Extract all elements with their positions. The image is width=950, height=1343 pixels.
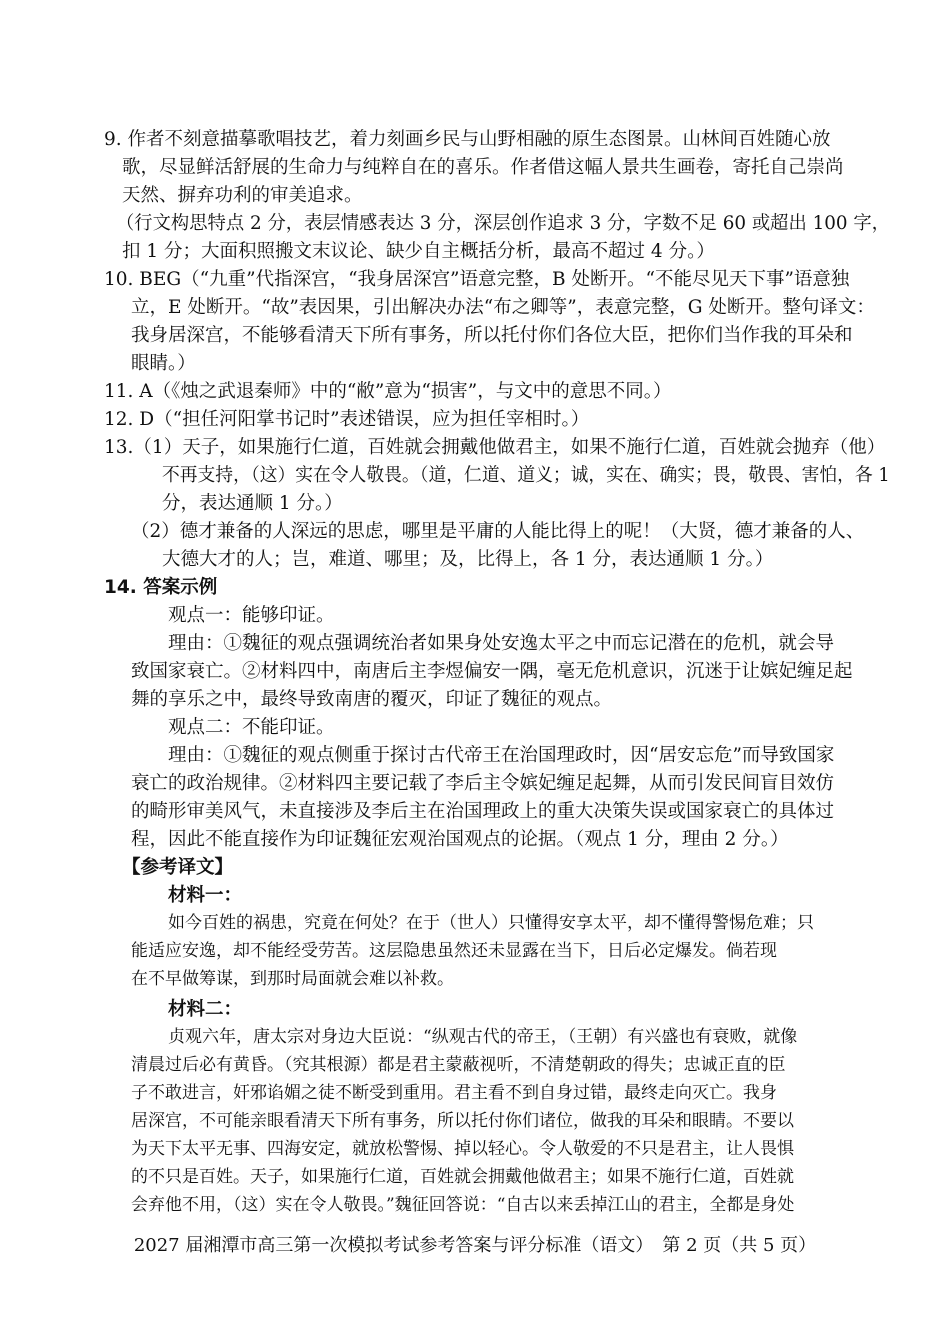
q14-view1: 观点一：能够印证。 [168,605,335,626]
q10-line-1: 10. BEG（“九重”代指深宫，“我身居深宫”语意完整，B 处断开。“不能尽见天下事”语意独 [104,269,850,290]
q12-answer: 12. D（“担任河阳掌书记时”表述错误，应为担任宰相时。） [104,409,590,430]
q10-line-3: 我身居深宫，不能够看清天下所有事务，所以托付你们各位大臣，把你们当作我的耳朵和 [131,325,853,346]
material2-line-1: 贞观六年，唐太宗对身边大臣说：“纵观古代的帝王，（王朝）有兴盛也有衰败，就像 [168,1027,798,1047]
q14-reason1-line-3: 舞的享乐之中，最终导致南唐的覆灭，印证了魏征的观点。 [131,689,613,710]
q9-line-3: 天然、摒弃功利的审美追求。 [122,185,363,206]
material2-label: 材料二： [168,999,243,1020]
q10-line-4: 眼睛。） [131,353,196,374]
q13-part1-line-2: 不再支持，（这）实在令人敬畏。（道，仁道、道义；诚，实在、确实；畏，敬畏、害怕，各 1 [162,465,890,486]
q14-view2: 观点二：不能印证。 [168,717,335,738]
q14-reason2-line-1: 理由：①魏征的观点侧重于探讨古代帝王在治国理政时，因“居安忘危”而导致国家 [168,745,835,766]
material2-line-4: 居深宫，不可能亲眼看清天下所有事务，所以托付你们诸位，做我的耳朵和眼睛。不要以 [131,1111,794,1131]
material1-line-2: 能适应安逸，却不能经受劳苦。这层隐患虽然还未显露在当下，日后必定爆发。倘若现 [131,941,777,961]
q9-line-2: 歌，尽显鲜活舒展的生命力与纯粹自在的喜乐。作者借这幅人景共生画卷，寄托自己崇尚 [122,157,844,178]
material1-line-3: 在不早做筹谋，到那时局面就会难以补救。 [131,969,454,989]
q14-reason1-line-1: 理由：①魏征的观点强调统治者如果身处安逸太平之中而忘记潜在的危机，就会导 [168,633,835,654]
q13-part2-line-1: （2）德才兼备的人深远的思虑，哪里是平庸的人能比得上的呢！（大贤，德才兼备的人、 [131,521,865,542]
material2-line-6: 的不只是百姓。天子，如果施行仁道，百姓就会拥戴他做君主；如果不施行仁道，百姓就 [131,1167,794,1187]
material2-line-5: 为天下太平无事、四海安定，就放松警惕、掉以轻心。令人敬爱的不只是君主，让人畏惧 [131,1139,794,1159]
material1-label: 材料一： [168,885,243,906]
q9-line-1: 9. 作者不刻意描摹歌唱技艺，着力刻画乡民与山野相融的原生态图景。山林间百姓随心放 [104,129,831,150]
q14-reason2-line-2: 衰亡的政治规律。②材料四主要记载了李后主令嫔妃缠足起舞，从而引发民间盲目效仿 [131,773,835,794]
q13-part2-line-2: 大德大才的人；岂，难道、哪里；及，比得上，各 1 分，表达通顺 1 分。） [162,549,774,570]
material2-line-7: 会弃他不用，（这）实在令人敬畏。”魏征回答说：“自古以来丢掉江山的君主，全都是身处 [131,1195,795,1215]
translation-heading: 【参考译文】 [122,857,234,878]
q11-answer: 11. A（《烛之武退秦师》中的“敝”意为“损害”，与文中的意思不同。） [104,381,672,402]
q14-heading: 14. 答案示例 [104,577,218,598]
material1-line-1: 如今百姓的祸患，究竟在何处？在于（世人）只懂得安享太平，却不懂得警惕危难；只 [168,913,814,933]
material2-line-3: 子不敢进言，奸邪谄媚之徒不断受到重用。君主看不到自身过错，最终走向灭亡。我身 [131,1083,777,1103]
q14-reason2-line-4: 程，因此不能直接作为印证魏征宏观治国观点的论据。（观点 1 分，理由 2 分。） [131,829,789,850]
q14-reason1-line-2: 致国家衰亡。②材料四中，南唐后主李煜偏安一隅，毫无危机意识，沉迷于让嫔妃缠足起 [131,661,853,682]
q14-reason2-line-3: 的畸形审美风气，未直接涉及李后主在治国理政上的重大决策失误或国家衰亡的具体过 [131,801,835,822]
q13-part1-line-1: 13.（1）天子，如果施行仁道，百姓就会拥戴他做君主，如果不施行仁道，百姓就会抛弃（他） [104,437,886,458]
q9-scoring-line-1: （行文构思特点 2 分，表层情感表达 3 分，深层创作追求 3 分，字数不足 60 或超出 100 字， [116,213,891,234]
q13-part1-line-3: 分，表达通顺 1 分。） [162,493,343,514]
page-footer: 2027 届湘潭市高三第一次模拟考试参考答案与评分标准（语文） 第 2 页（共 5 页） [133,1235,817,1256]
material2-line-2: 清晨过后必有黄昏。（究其根源）都是君主蒙蔽视听，不清楚朝政的得失；忠诚正直的臣 [131,1055,786,1075]
q9-scoring-line-2: 扣 1 分；大面积照搬文末议论、缺少自主概括分析，最高不超过 4 分。） [122,241,715,262]
q10-line-2: 立，E 处断开。“故”表因果，引出解决办法“布之卿等”，表意完整，G 处断开。整句译文： [131,297,875,318]
